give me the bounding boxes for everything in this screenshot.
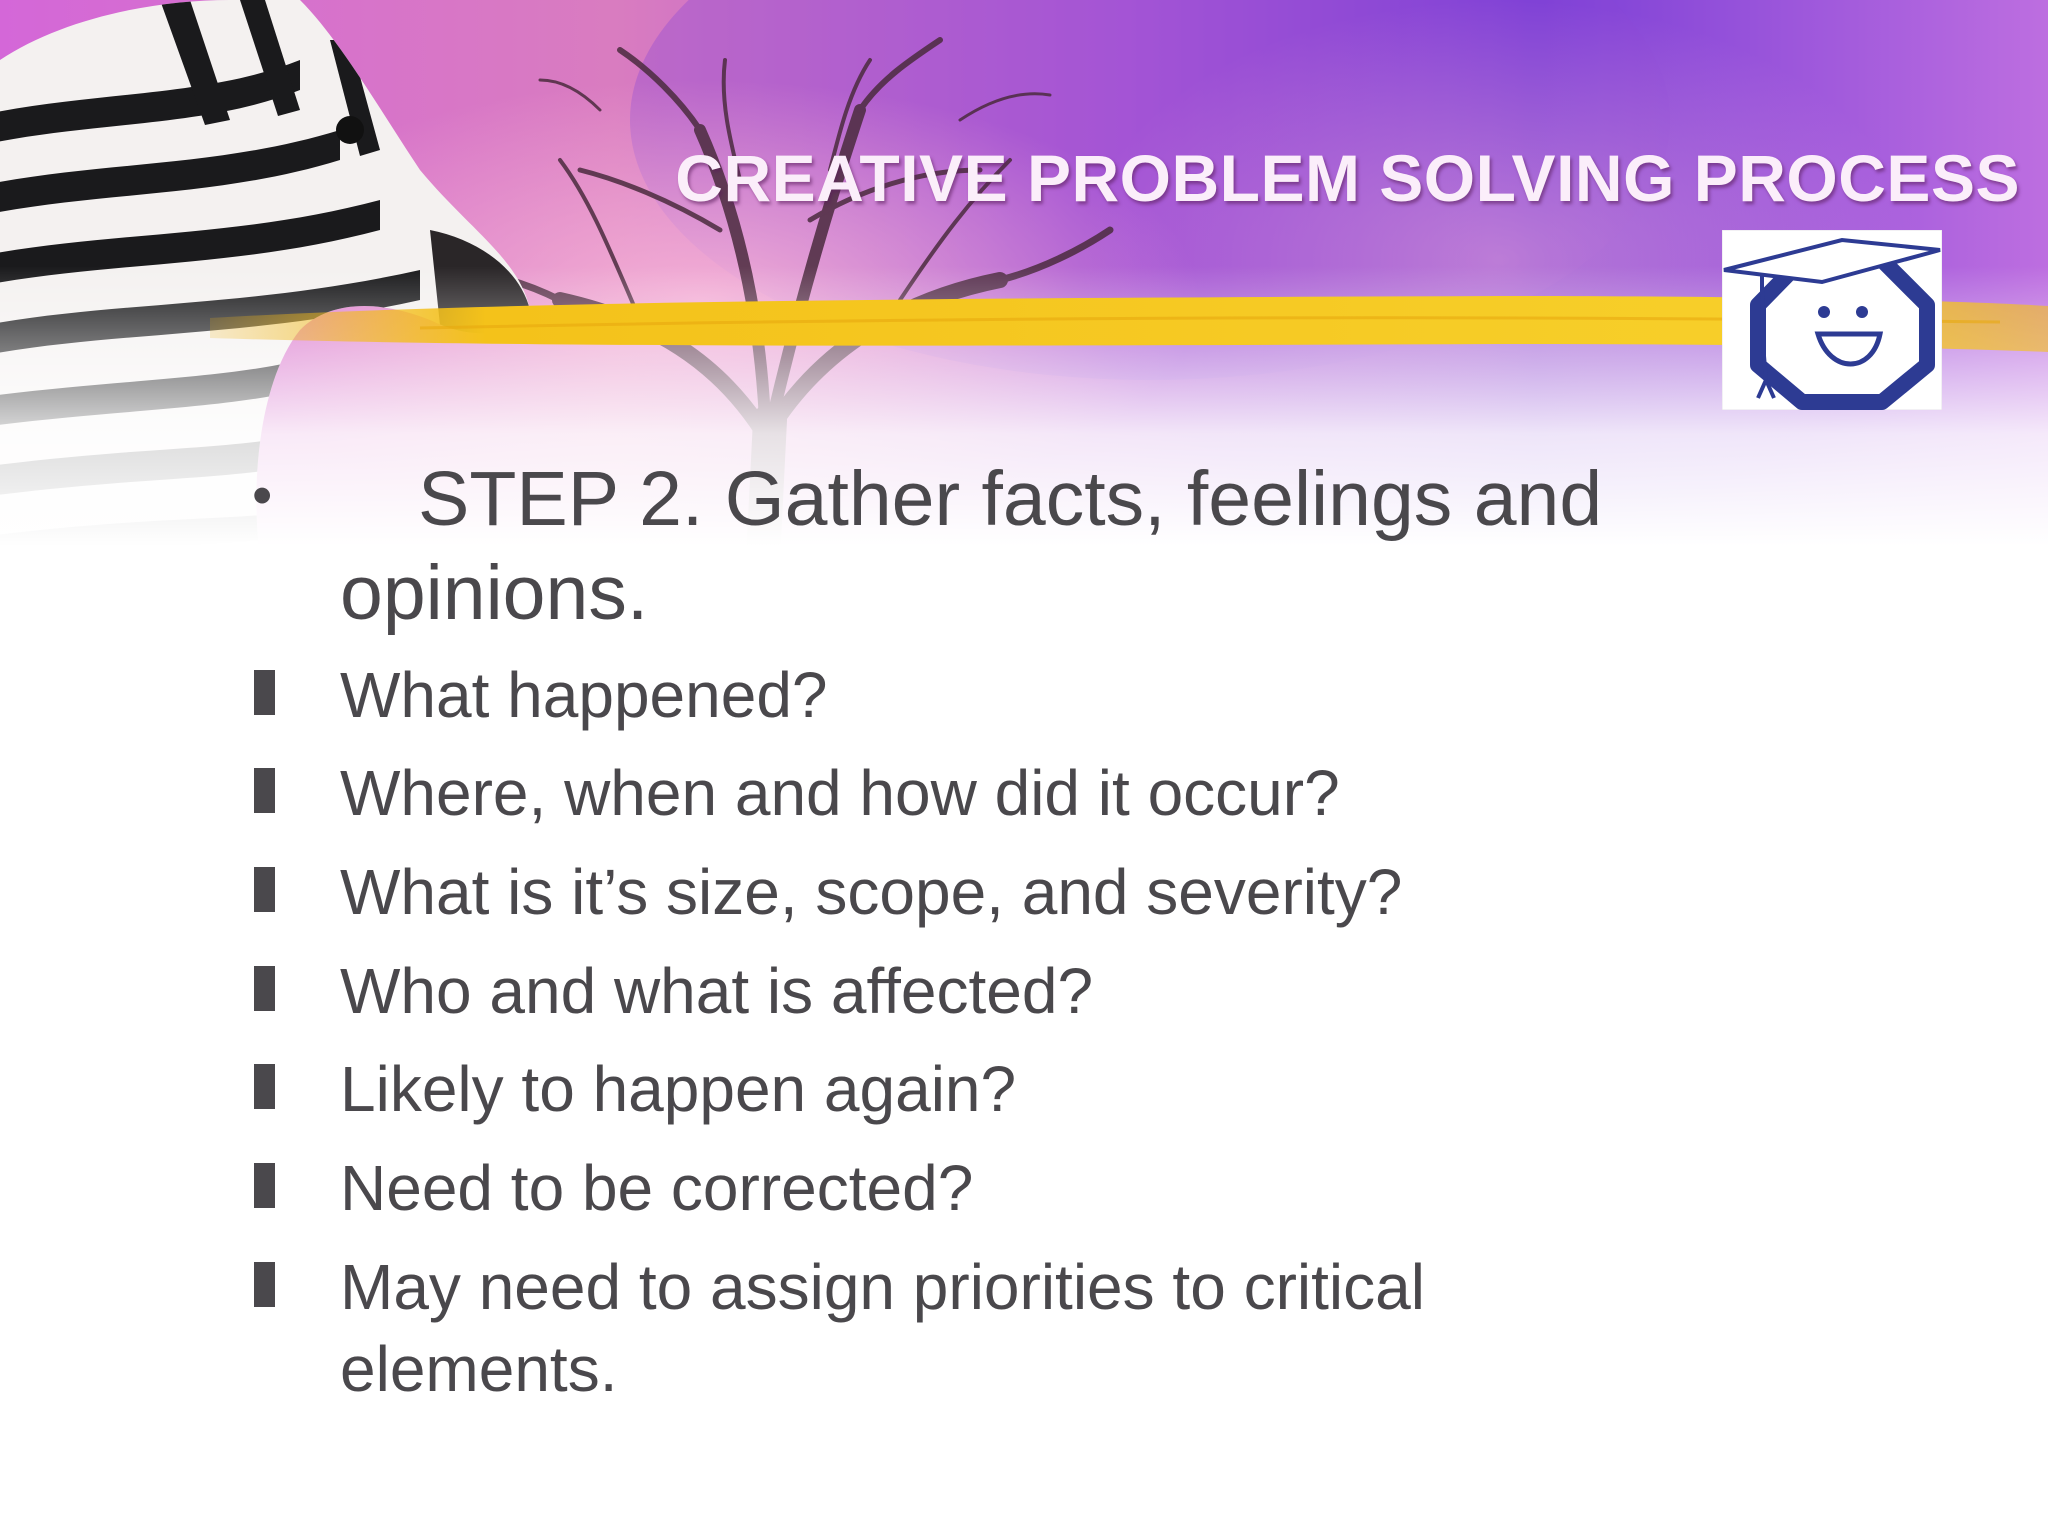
question-text: Who and what is affected? <box>340 955 1094 1027</box>
slide-title: CREATIVE PROBLEM SOLVING PROCESS <box>675 141 2020 215</box>
question-text: What happened? <box>340 659 828 731</box>
question-text: May need to assign priorities to critical elements. <box>340 1251 1425 1405</box>
square-bullet-icon <box>254 670 275 715</box>
step-bullet: • <box>252 463 273 528</box>
step-heading: STEP 2. Gather facts, feelings and opinions. <box>340 456 1603 636</box>
square-bullet-icon <box>254 1163 275 1208</box>
question-text: Where, when and how did it occur? <box>340 757 1340 829</box>
square-bullet-icon <box>254 867 275 912</box>
question-text: Need to be corrected? <box>340 1152 974 1224</box>
square-bullet-icon <box>254 1064 275 1109</box>
question-text: What is it’s size, scope, and severity? <box>340 856 1403 928</box>
square-bullet-icon <box>254 768 275 813</box>
square-bullet-icon <box>254 966 275 1011</box>
square-bullet-icon <box>254 1262 275 1307</box>
question-text: Likely to happen again? <box>340 1053 1017 1125</box>
